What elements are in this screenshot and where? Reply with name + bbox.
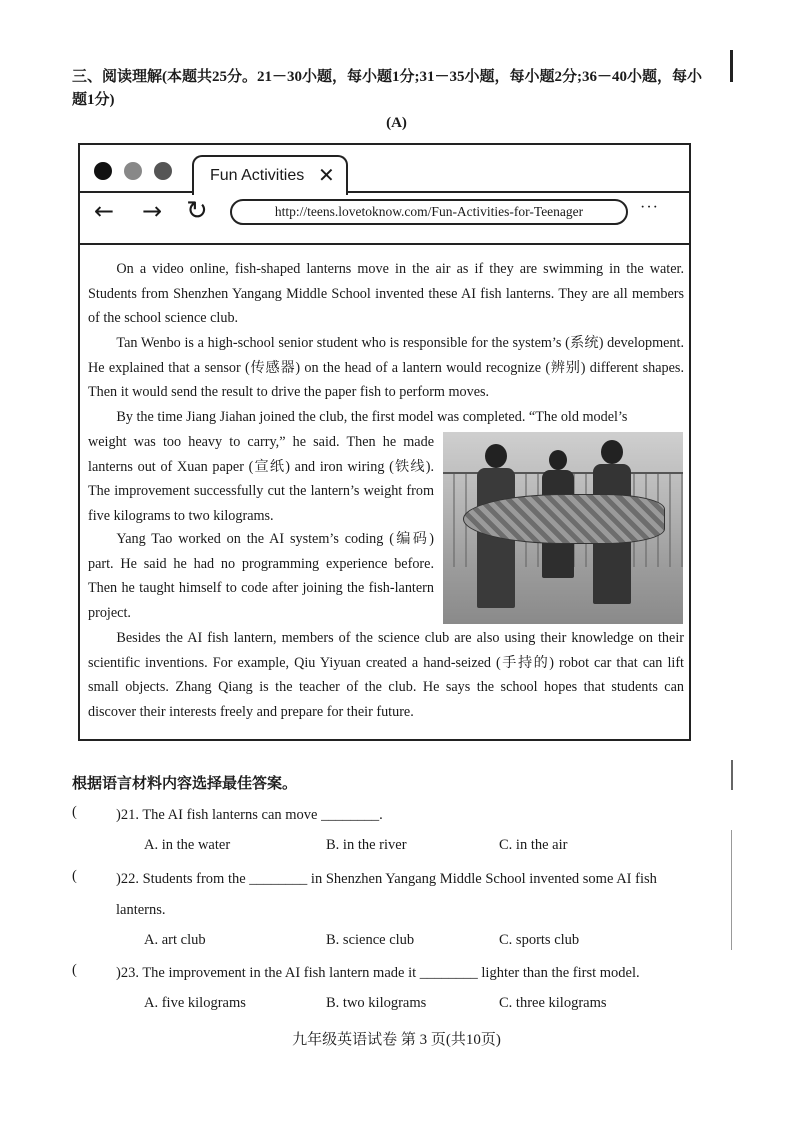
option-b[interactable]: B. in the river [326,837,407,853]
answer-blank[interactable]: ( [72,962,77,978]
student-head [485,444,507,468]
student-head [549,450,567,470]
article-paragraph: Yang Tao worked on the AI system’s coding (编码) part. He said he had no programming experience before. Then he taught himself to code after joining the fish-lantern project. [88,531,434,621]
option-a[interactable]: A. art club [144,932,206,948]
back-arrow-icon[interactable]: ← [94,197,115,225]
article-content [80,243,689,723]
window-maximize-dot-icon[interactable] [154,162,172,180]
more-icon[interactable]: ··· [640,199,659,216]
browser-tab[interactable] [192,155,348,195]
close-icon[interactable]: ✕ [318,163,335,187]
option-b[interactable]: B. science club [326,932,415,948]
article-paragraph: By the time Jiang Jiahan joined the club, the first model was completed. “The old model’s [116,409,628,425]
option-b[interactable]: B. two kilograms [326,995,427,1011]
reload-icon[interactable]: ↻ [186,196,208,226]
article-paragraph: Besides the AI fish lantern, members of the science club are also using their knowledge on their scientific inventions. For example, Qiu Yiyuan created a hand-seized (手持的) robot car that can lift small objects. Zhang Qiang is the teacher of the club. He says the school hopes that students can discover their interests freely and prepare for their future. [88,630,684,720]
question-instruction: 根据语言材料内容选择最佳答案。 [72,776,298,792]
question-text: )23. The improvement in the AI fish lantern made it ________ lighter than the first model. [116,965,640,981]
option-a[interactable]: A. five kilograms [144,995,246,1011]
question-text: )22. Students from the ________ in Shenzhen Yangang Middle School invented some AI fish lanterns. [116,871,657,918]
margin-mark [730,50,733,82]
window-close-dot-icon[interactable] [94,162,112,180]
question-23 [72,958,712,1018]
window-minimize-dot-icon[interactable] [124,162,142,180]
article-paragraph: weight was too heavy to carry,” he said. Then he made lanterns out of Xuan paper (宣纸) and iron wiring (铁线). The improvement successfully cut the lantern’s weight from five kilograms to two kilograms. [88,434,434,524]
answer-blank[interactable]: ( [72,868,77,884]
article-paragraph: On a video online, fish-shaped lanterns move in the air as if they are swimming in the water. Students from Shenzhen Yangang Middle School invented these AI fish lanterns. They are all members of the school science club. [88,261,684,327]
margin-mark [731,830,732,950]
tab-title: Fun Activities [210,167,305,184]
question-21 [72,800,712,860]
question-22 [72,864,712,964]
option-a[interactable]: A. in the water [144,837,231,853]
student-head [601,440,623,464]
article-paragraph: Tan Wenbo is a high-school senior student who is responsible for the system’s (系统) development. He explained that a sensor (传感器) on the head of a lantern would recognize (辨别) different shapes. Then it would send the result to drive the paper fish to perform moves. [88,335,684,401]
section-title: 三、阅读理解(本题共25分。21－30小题，每小题1分;31－35小题，每小题2分;36－40小题，每小题1分) [72,69,702,108]
option-c[interactable]: C. in the air [499,837,568,853]
option-c[interactable]: C. three kilograms [499,995,607,1011]
browser-titlebar [80,145,689,193]
fish-lantern [463,494,665,544]
answer-blank[interactable]: ( [72,804,77,820]
option-c[interactable]: C. sports club [499,932,580,948]
page-footer: 九年级英语试卷 第 3 页(共10页) [292,1032,501,1048]
browser-window [78,143,691,741]
browser-navbar [80,193,689,231]
margin-mark [731,760,733,790]
students-photo [443,432,683,624]
forward-arrow-icon[interactable]: → [142,197,163,225]
part-label: (A) [386,115,407,131]
question-text: )21. The AI fish lanterns can move ________. [116,807,383,823]
address-bar[interactable]: http://teens.lovetoknow.com/Fun-Activities-for-Teenager [230,199,628,225]
